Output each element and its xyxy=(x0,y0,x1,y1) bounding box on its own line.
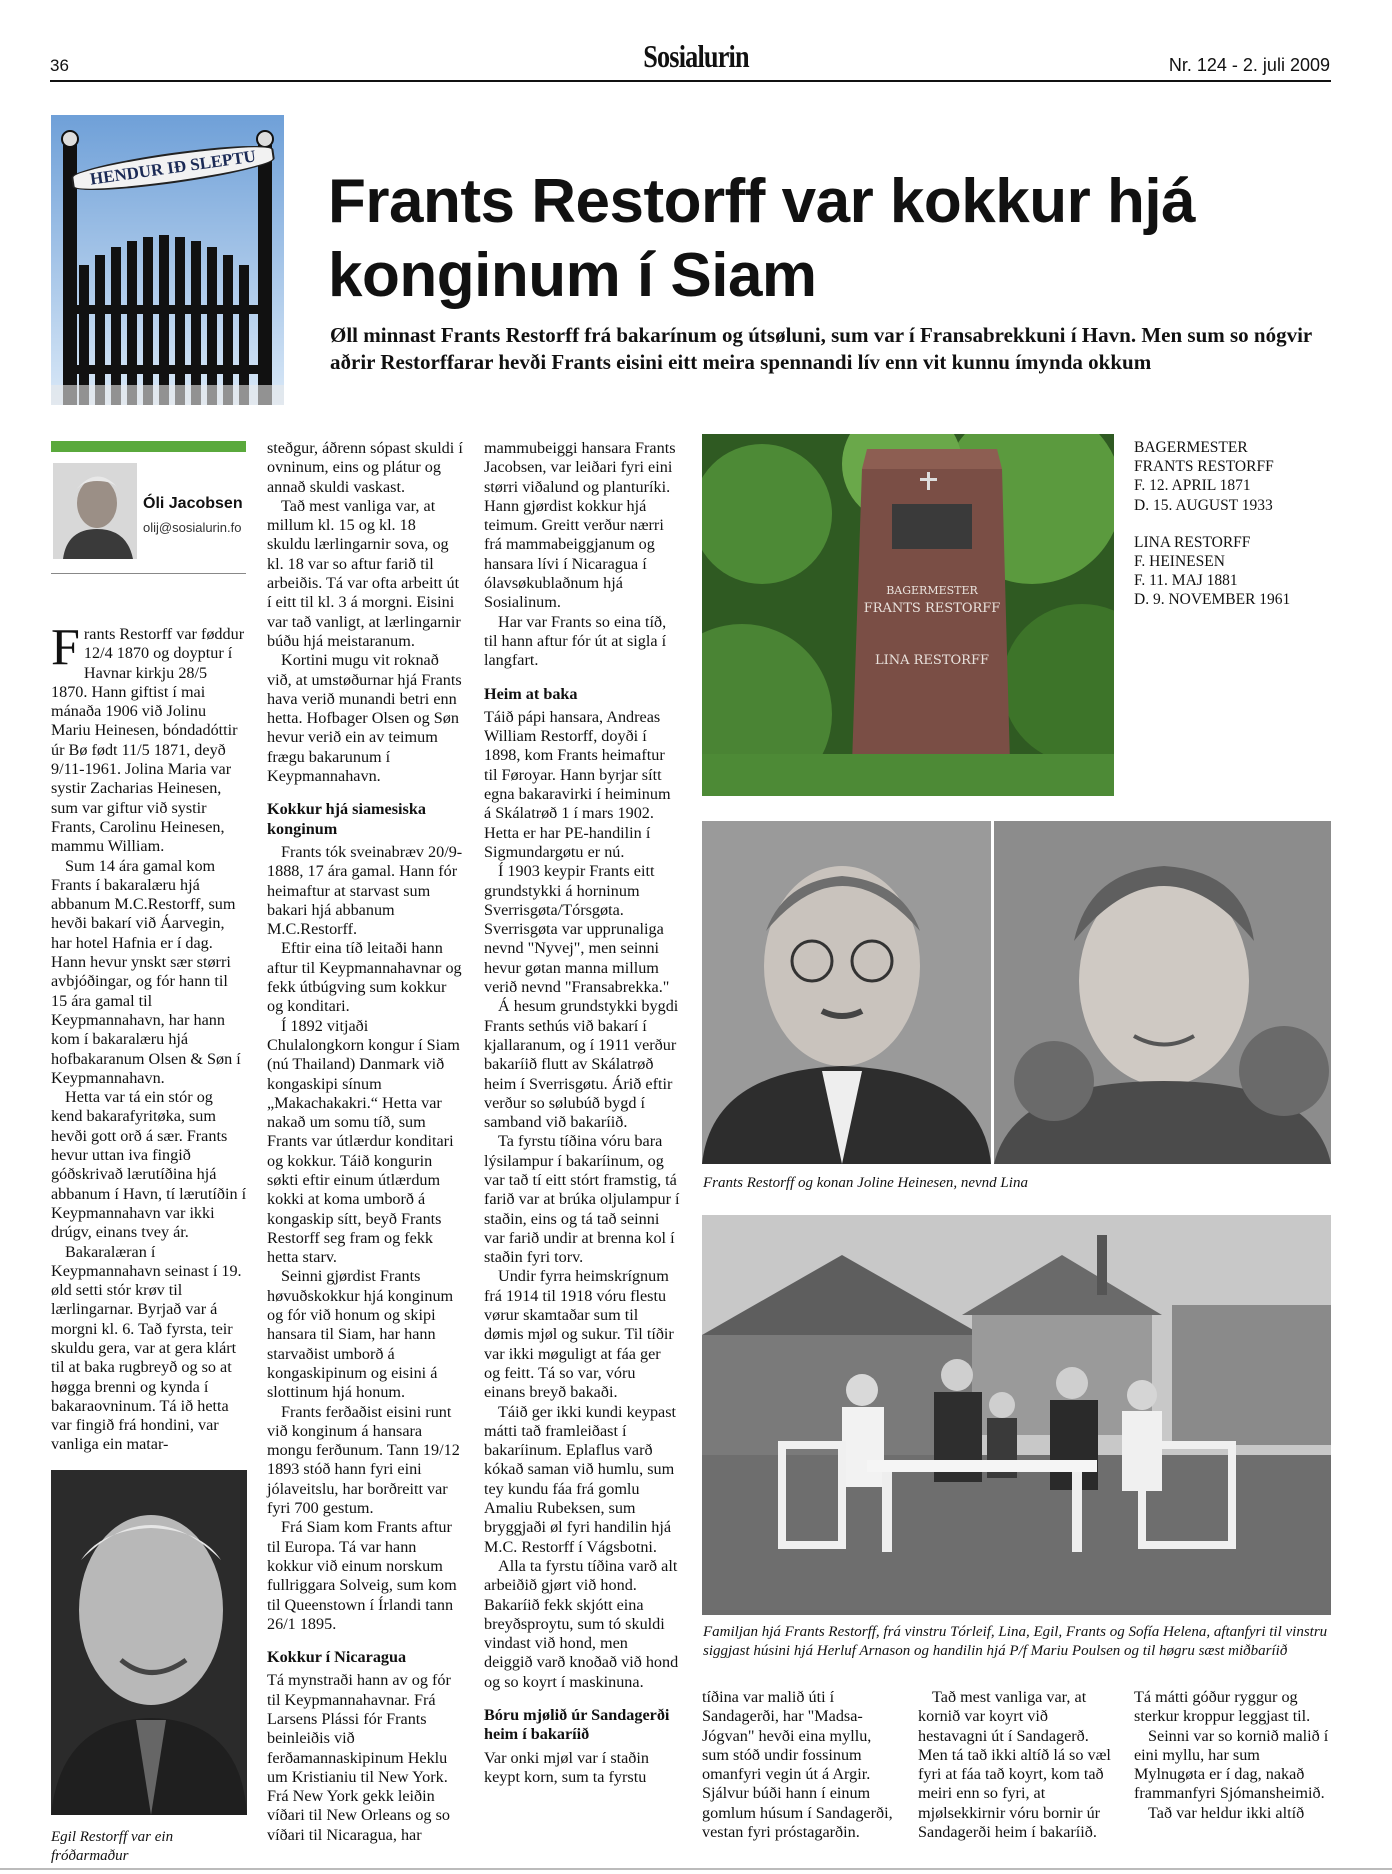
paragraph: Seinni gjørdist Frants høvuðskokkur hjá konginum og fór við honum og skipi hansara til Siam, har hann starvaðist umborð á kongaskipinum og eisini á slottinum hjá honum. xyxy=(267,1267,454,1402)
family-photo-caption: Familjan hjá Frants Restorff, frá vinstru Tórleif, Lina, Egil, Frants og Sofía Helena, aftanfyri til vinstru siggjast húsini hjá Herluf Arnason og handilin hjá P/f Mariu Poulsen og til høgru sæst miðbaríið xyxy=(703,1624,1328,1659)
paragraph: Tá mátti góður ryggur og sterkur kroppur leggjast til. xyxy=(1134,1688,1311,1726)
article-title: Frants Restorff var kokkur hjá konginum í Siam xyxy=(328,167,1196,310)
paragraph: Táið ger ikki kundi keypast mátti tað framleiðast í bakaríinum. Eplaflus varð kókað saman við humlu, sum tey kundu fáa frá gomlu Amaliu Rubeksen, sum bryggjaði øl fyri handilin hjá M.C. Restorff í Vágsbotni. xyxy=(484,1402,677,1556)
lina-portrait-photo xyxy=(994,821,1331,1164)
paragraph: Í 1903 keypir Frants eitt grundstykki á horninum Sverrisgøta/Tórsgøta. Sverrisgøta var upprunaliga nevnd "Nyvej", men seinni hevur gøtan manna millum verið nevnd "Fransabrekka." xyxy=(484,862,670,997)
body-column-1 xyxy=(51,619,247,1455)
egil-photo-caption: Egil Restorff var ein fróðarmaður xyxy=(51,1829,174,1864)
article-lede: Øll minnast Frants Restorff frá bakarínum og útsøluni, sum var í Fransabrekkuni í Havn. Men sum so nógvir aðrir Restorffarar hevði Frants eisini eitt meira spennandi lív enn vit kunnu ímynda okkum xyxy=(330,323,1312,374)
stone-text: LINA RESTORFF xyxy=(874,653,990,668)
header-rule xyxy=(50,80,1331,82)
paragraph: Bakaralæran í Keypmannahavn seinast í 19. øld setti stór krøv til lærlingarnar. Byrjað var á morgni kl. 6. Tað fyrsta, teir skuldu gera, var at gera klárt til at baka rugbreyð og so at høgga brenni og kynda í bakaraovninum. Tá ið hetta var fingið frá hondini, var vanliga ein matar- xyxy=(51,1242,242,1454)
masthead-logo: Sosialurin xyxy=(643,38,749,74)
paragraph: Undir fyrra heimskrígnum frá 1914 til 1918 vóru flestu vørur skamtaðar sum til dømis mjøl og sukur. Til tíðir var ikki møguligt at fáa ger og feitt. Tá so var, vóru einans breyð bakaði. xyxy=(484,1267,674,1402)
stone-text: FRANTS RESTORFF xyxy=(863,601,1001,616)
drop-cap: F xyxy=(51,619,80,676)
page-number: 36 xyxy=(50,56,69,75)
paragraph: steðgur, áðrenn sópast skuldi í ovninum, eins og plátur og annað skuldi vaskast. xyxy=(267,439,463,496)
inscription-frants: BAGERMESTER FRANTS RESTORFF F. 12. APRIL 1871 D. 15. AUGUST 1933 xyxy=(1134,439,1274,514)
paragraph: Táið pápi hansara, Andreas William Restorff, doyði í 1898, kom Frants heimaftur til Føroyar. Hann byrjar sítt egna bakaravirki í heiminum á Skálatrøð 1 í mars 1902. Hetta er har PE-handilin í Sigmundargøtu er nú. xyxy=(484,707,671,861)
paragraph: rants Restorff var føddur 12/4 1870 og doyptur í Havnar kirkju 28/5 1870. Hann giftist í mai mánaða 1906 við Jolinu Mariu Heinesen, bóndadóttir úr Bø født 11/5 1871, deyð 9/11-1961. Jolina Maria var systir Zacharias Heinesen, sum var giftur við systir Frants, Carolinu Heinesen, mammu William. xyxy=(51,625,245,856)
gravestone-photo xyxy=(702,434,1114,796)
body-column-2 xyxy=(267,439,463,1845)
kicker-label: HENDUR IÐ SLEPTU xyxy=(70,139,276,197)
subheading: Bóru mjølið úr Sandagerði heim í bakaríið xyxy=(484,1706,670,1744)
paragraph: Frá Siam kom Frants aftur til Europa. Tá var hann kokkur við einum norskum fullriggara Solveig, sum kom til Queenstown í Írlandi tann 26/1 1895. xyxy=(267,1518,457,1633)
gravestone-inscription xyxy=(1134,438,1334,628)
subheading: Kokkur hjá siamesiska konginum xyxy=(267,800,426,838)
inscription-lina: LINA RESTORFF F. HEINESEN F. 11. MAJ 1881 D. 9. NOVEMBER 1961 xyxy=(1134,533,1291,609)
family-photo xyxy=(702,1215,1331,1615)
author-rule xyxy=(51,573,246,574)
paragraph: Frants tók sveinabræv 20/9-1888, 17 ára gamal. Hann fór heimaftur at starvast sum bakari hjá abbanum M.C.Restorff. xyxy=(267,842,463,939)
paragraph: Frants ferðaðist eisini runt við konginum á hansara mongu ferðunum. Tann 19/12 1893 stóð hann fyri eini jólaveitslu, har borðreitt var fyri 700 gestum. xyxy=(267,1402,460,1518)
paragraph: mammubeiggi hansara Frants Jacobsen, var leiðari fyri eini størri viðalund og planturíki. Hann gjørdist kokkur hjá teimum. Greitt verður nærri frá mammabeiggjanum og hansara lívi í Nicaragua í ólavsøkublaðnum hjá Sosialinum. xyxy=(484,439,676,612)
author-avatar xyxy=(53,463,137,559)
frants-portrait-photo xyxy=(702,821,991,1164)
portraits-caption: Frants Restorff og konan Joline Heinesen, nevnd Lina xyxy=(703,1175,1028,1191)
paragraph: Hetta var tá ein stór og kend bakarafyritøka, sum hevði gott orð á sær. Frants hevur uttan iva fingið góðskrivað lærutíðina hjá abbanum í Havn, tí lærutíðin í Keypmannahavn var ikki drúgv, einans tvey ár. xyxy=(51,1088,247,1242)
paragraph: Tað mest vanliga var, at kornið var koyrt við hestavagni út í Sandagerð. Men tá tað ikki altíð lá so væl fyri at fáa tað koyrt, kom tað meiri enn so fyri, at mjølsekkirnir vóru bornir úr Sandagerði heim í bakaríið. xyxy=(918,1688,1111,1842)
stone-text: BAGERMESTER xyxy=(886,584,978,597)
body-column-4 xyxy=(702,1688,898,1842)
body-column-5 xyxy=(918,1688,1114,1842)
author-accent-bar xyxy=(51,441,246,452)
issue-date: Nr. 124 - 2. juli 2009 xyxy=(1168,55,1330,75)
page-bottom-rule xyxy=(0,1868,1392,1870)
paragraph: Var onki mjøl var í staðin keypt korn, sum ta fyrstu xyxy=(484,1748,649,1786)
paragraph: Seinni var so kornið malið í eini myllu, har sum Mylnugøta er í dag, nakað frammanfyri Sjómansheimið. xyxy=(1134,1726,1329,1803)
paragraph: tíðina var malið úti í Sandagerði, har "Madsa-Jógvan" hevði eina myllu, sum stóð undir fossinum omanfyri vegin út á Argir. Sjálvur búði hann í einum gomlum húsum í Sandagerði, vestan fyri próstagarðin. xyxy=(702,1688,893,1842)
paragraph: Tað var heldur ikki altíð xyxy=(1148,1803,1305,1822)
paragraph: Ta fyrstu tíðina vóru bara lýsilampur í bakaríinum, og var tað tí eitt stórt framstig, tá farið var at brúka oljulampur í staðin, eins og tá tað seinni var farið undir at brenna kol í staðin fyri torv. xyxy=(484,1132,680,1267)
subheading: Kokkur í Nicaragua xyxy=(267,1648,407,1667)
paragraph: Har var Frants so eina tíð, til hann aftur fór út at sigla í langfart. xyxy=(484,612,667,670)
paragraph: Tað mest vanliga var, at millum kl. 15 og kl. 18 skuldu lærlingarnir sova, og kl. 18 var so aftur farið til arbeiðis. Tá var ofta arbeitt út í eitt til kl. 3 á morgni. Eisini var tað vanligt, at lærlingarnir búðu hjá meistaranum. xyxy=(267,496,461,650)
egil-photo xyxy=(51,1470,247,1815)
paragraph: Kortini mugu vit roknað við, at umstøðurnar hjá Frants hava verið munandi betri enn hetta. Hofbager Olsen og Søn hevur verið ein av teimum frægu bakarunum í Keypmannahavn. xyxy=(267,651,462,786)
paragraph: Sum 14 ára gamal kom Frants í bakaralæru hjá abbanum M.C.Restorff, sum hevði bakarí við Áarvegin, har hotel Hafnia er í dag. Hann hevur ynskt sær størri avbjóðingar, og fór hann til 15 ára gamal til Keypmannahavn, har hann kom í bakaralæru hjá hofbakaranum Olsen & Søn í Keypmannahavn. xyxy=(51,856,241,1087)
author-email[interactable]: olij@sosialurin.fo xyxy=(143,520,242,535)
paragraph: Eftir eina tíð leitaði hann aftur til Keypmannahavnar og fekk útbúgving sum kokkur og konditari. xyxy=(267,939,462,1016)
paragraph: Tá mynstraði hann av og fór til Keypmannahavnar. Frá Larsens Plássi fór Frants beinleiðis við ferðamannaskipinum Heklu um Kristianiu til New York. Frá New York gekk leiðin víðari til New Orleans og so víðari til Nicaragua, har xyxy=(267,1671,451,1844)
kicker-gate-illustration xyxy=(51,115,284,405)
paragraph: Alla ta fyrstu tíðina varð alt arbeiðið gjørt við hond. Bakaríið fekk skjótt eina breyðsproytu, sum tó skuldi vindast við hond, men deiggið varð knoðað við hond og so koyrt í maskinuna. xyxy=(484,1556,679,1691)
paragraph: Á hesum grundstykki bygdi Frants sethús við bakarí í kjallaranum, og í 1911 verður bakaríið flutt av Skálatrøð heim í Sverrisgøtu. Árið eftir verður so sølubúð bygd í samband við bakaríið. xyxy=(484,997,679,1132)
body-column-3 xyxy=(484,439,680,1787)
body-column-6 xyxy=(1134,1688,1330,1823)
author-name: Óli Jacobsen xyxy=(143,495,243,512)
paragraph: Í 1892 vitjaði Chulalongkorn kongur í Siam (nú Thailand) Danmark við kongaskipi sínum „Makachakakri.“ Hetta var nakað um somu tíð, sum Frants var útlærdur konditari og kokkur. Táið kongurin søkti eftir einum útlærdum kokki at koma umborð á kongaskip sítt, beyð Frants Restorff seg fram og fekk hetta starv. xyxy=(267,1016,460,1267)
subheading: Heim at baka xyxy=(484,684,578,703)
